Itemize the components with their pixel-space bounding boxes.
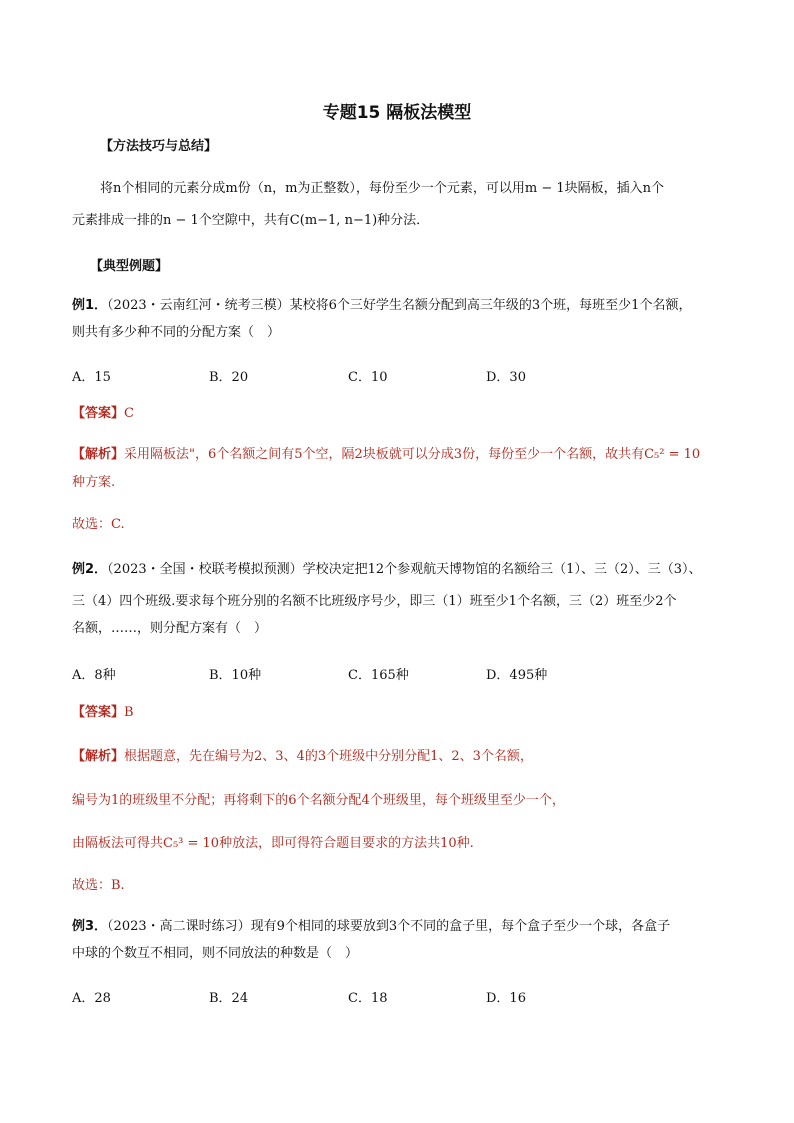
example-1-analysis-line-2: 种方案. [72, 475, 116, 490]
example-2-line-3: 名额，……，则分配方案有（ ） [72, 621, 268, 636]
example-1-option-b: B．20 [209, 370, 249, 385]
method-text-line-2: 元素排成一排的n − 1个空隙中，共有C(m−1, n−1)种分法． [72, 213, 430, 228]
example-1-answer-value: C [124, 406, 134, 421]
example-2-answer-tag: 【答案】 [72, 705, 125, 720]
example-2-analysis-tag: 【解析】 [72, 749, 125, 764]
example-3-option-c: C．18 [348, 991, 388, 1006]
example-2-analysis-text: 根据题意，先在编号为2、3、4的3个班级中分别分配1、2、3个名额， [124, 749, 533, 764]
example-1-option-c: C．10 [348, 370, 388, 385]
example-1-line-2: 则共有多少种不同的分配方案（ ） [72, 325, 281, 340]
example-1-answer [72, 405, 134, 423]
example-1-stem: （2023・云南红河・统考三模）某校将6个三好学生名额分配到高三年级的3个班，每班至少1个名额， [107, 298, 692, 313]
method-section-header: 【方法技巧与总结】 [100, 139, 218, 154]
example-2-option-c: C．165种 [348, 668, 409, 683]
example-3-option-b: B．24 [209, 991, 249, 1006]
example-2-answer [72, 704, 134, 722]
example-3-label: 例3． [72, 919, 108, 934]
example-2-analysis-line-2: 编号为1的班级里不分配；再将剩下的6个名额分配4个班级里，每个班级里至少一个， [72, 793, 565, 808]
example-2-line-2: 三（4）四个班级.要求每个班分别的名额不比班级序号少，即三（1）班至少1个名额，三（2）班至少2个 [72, 594, 677, 609]
example-1-answer-tag: 【答案】 [72, 406, 125, 421]
examples-section-header: 【典型例题】 [90, 259, 169, 274]
example-2-option-b: B．10种 [209, 668, 262, 683]
example-1-choose: 故选：C. [72, 517, 125, 532]
example-1-option-d: D．30 [486, 370, 526, 385]
example-2-option-d: D．495种 [486, 668, 548, 683]
example-3-option-d: D．16 [486, 991, 526, 1006]
example-3-stem: （2023・高二课时练习）现有9个相同的球要放到3个不同的盒子里，每个盒子至少一个球，各盒子 [107, 919, 671, 934]
method-text-line-1: 将n个相同的元素分成m份（n，m为正整数），每份至少一个元素，可以用m − 1块隔板，插入n个 [100, 181, 665, 196]
example-3-line-2: 中球的个数互不相同，则不同放法的种数是（ ） [72, 946, 359, 961]
example-3-option-a: A．28 [72, 991, 111, 1006]
example-2-stem: （2023・全国・校联考模拟预测）学校决定把12个参观航天博物馆的名额给三（1）、三（2）、三（3）、 [107, 562, 702, 577]
example-1-option-a: A．15 [72, 370, 111, 385]
example-1-analysis-tag: 【解析】 [72, 447, 125, 462]
example-2-answer-value: B [124, 705, 134, 720]
example-2-analysis-line-3: 由隔板法可得共C₅³ = 10种放法，即可得符合题目要求的方法共10种. [72, 836, 474, 851]
example-1-line-1 [72, 297, 691, 315]
example-2-option-a: A．8种 [72, 668, 116, 683]
example-2-line-1 [72, 561, 702, 579]
example-2-analysis-line-1 [72, 748, 533, 766]
example-1-analysis-text: 采用隔板法"，6个名额之间有5个空，隔2块板就可以分成3份，每份至少一个名额，故共有C₅² = 10 [124, 447, 701, 462]
example-3-line-1 [72, 918, 670, 936]
page-title: 专题15 隔板法模型 [322, 103, 472, 123]
example-1-analysis-line-1 [72, 446, 700, 464]
example-2-label: 例2． [72, 562, 108, 577]
example-2-choose: 故选：B. [72, 878, 125, 893]
example-1-label: 例1． [72, 298, 108, 313]
